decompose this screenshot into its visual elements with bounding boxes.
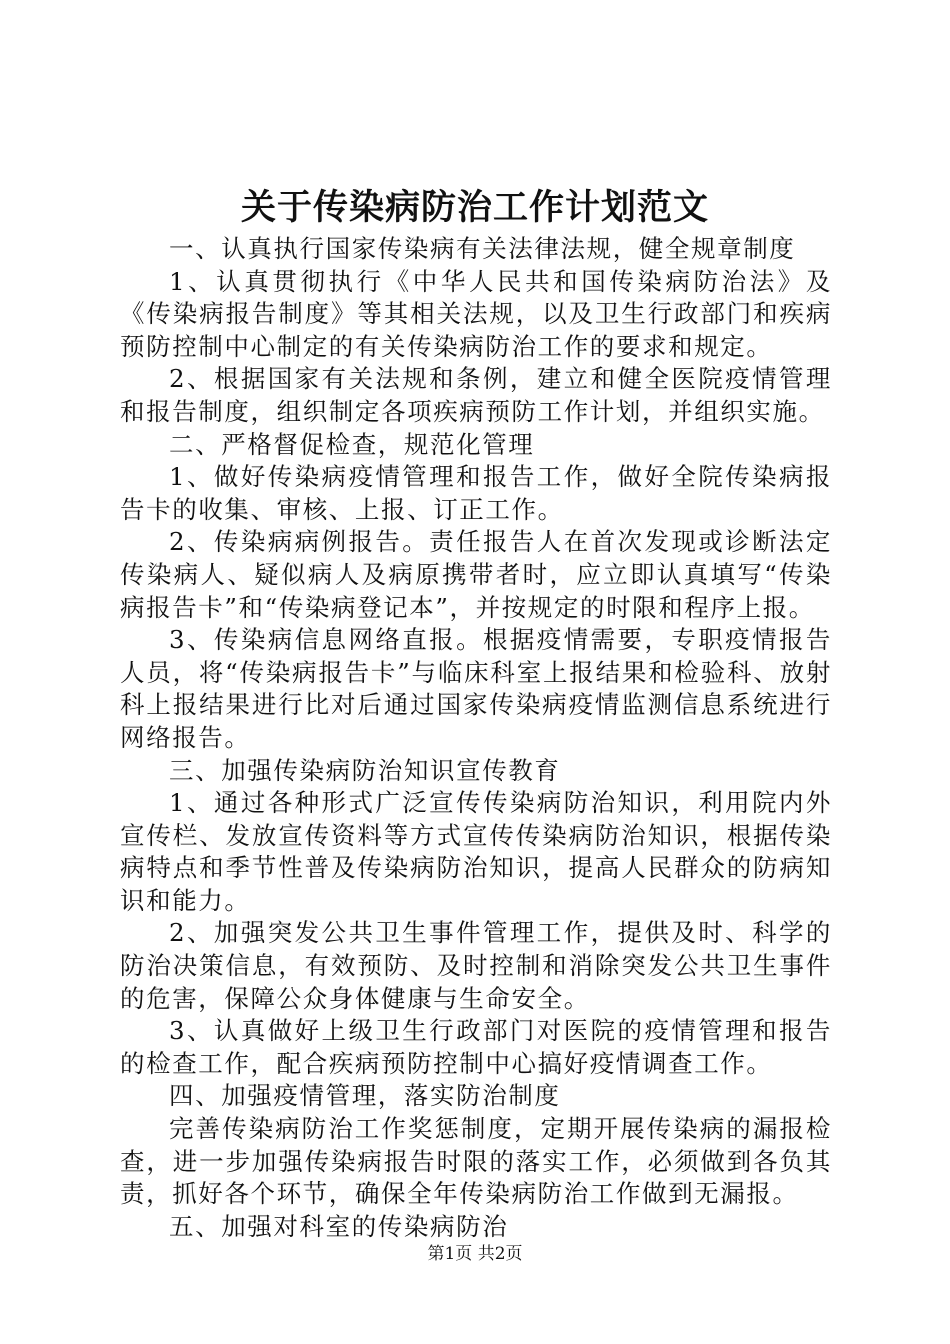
paragraph: 1、做好传染病疫情管理和报告工作，做好全院传染病报告卡的收集、审核、上报、订正工作。 — [120, 462, 832, 524]
heading-section-2: 二、严格督促检查，规范化管理 — [169, 429, 535, 459]
heading-section-3: 三、加强传染病防治知识宣传教育 — [169, 755, 561, 785]
page-footer: 第1页 共2页 — [427, 1244, 523, 1264]
paragraph: 3、认真做好上级卫生行政部门对医院的疫情管理和报告的检查工作，配合疾病预防控制中心搞好疫情调查工作。 — [120, 1016, 832, 1078]
heading-section-4: 四、加强疫情管理，落实防治制度 — [169, 1081, 561, 1111]
document-body — [120, 233, 832, 1243]
paragraph: 3、传染病信息网络直报。根据疫情需要，专职疫情报告人员，将“传染病报告卡”与临床科室上报结果和检验科、放射科上报结果进行比对后通过国家传染病疫情监测信息系统进行网络报告。 — [120, 625, 832, 752]
paragraph: 完善传染病防治工作奖惩制度，定期开展传染病的漏报检查，进一步加强传染病报告时限的落实工作，必须做到各负其责，抓好各个环节，确保全年传染病防治工作做到无漏报。 — [120, 1114, 832, 1209]
paragraph: 1、认真贯彻执行《中华人民共和国传染病防治法》及《传染病报告制度》等其相关法规，以及卫生行政部门和疾病预防控制中心制定的有关传染病防治工作的要求和规定。 — [120, 266, 832, 361]
paragraph: 2、根据国家有关法规和条例，建立和健全医院疫情管理和报告制度，组织制定各项疾病预防工作计划，并组织实施。 — [120, 364, 832, 426]
document-title: 关于传染病防治工作计划范文 — [240, 187, 709, 228]
paragraph: 2、传染病病例报告。责任报告人在首次发现或诊断法定传染病人、疑似病人及病原携带者时，应立即认真填写“传染病报告卡”和“传染病登记本”，并按规定的时限和程序上报。 — [120, 527, 832, 622]
paragraph: 1、通过各种形式广泛宣传传染病防治知识，利用院内外宣传栏、发放宣传资料等方式宣传传染病防治知识，根据传染病特点和季节性普及传染病防治知识，提高人民群众的防病知识和能力。 — [120, 788, 832, 915]
paragraph: 2、加强突发公共卫生事件管理工作，提供及时、科学的防治决策信息，有效预防、及时控制和消除突发公共卫生事件的危害，保障公众身体健康与生命安全。 — [120, 918, 832, 1013]
heading-section-5: 五、加强对科室的传染病防治 — [169, 1211, 509, 1241]
heading-section-1: 一、认真执行国家传染病有关法律法规，健全规章制度 — [169, 234, 796, 263]
